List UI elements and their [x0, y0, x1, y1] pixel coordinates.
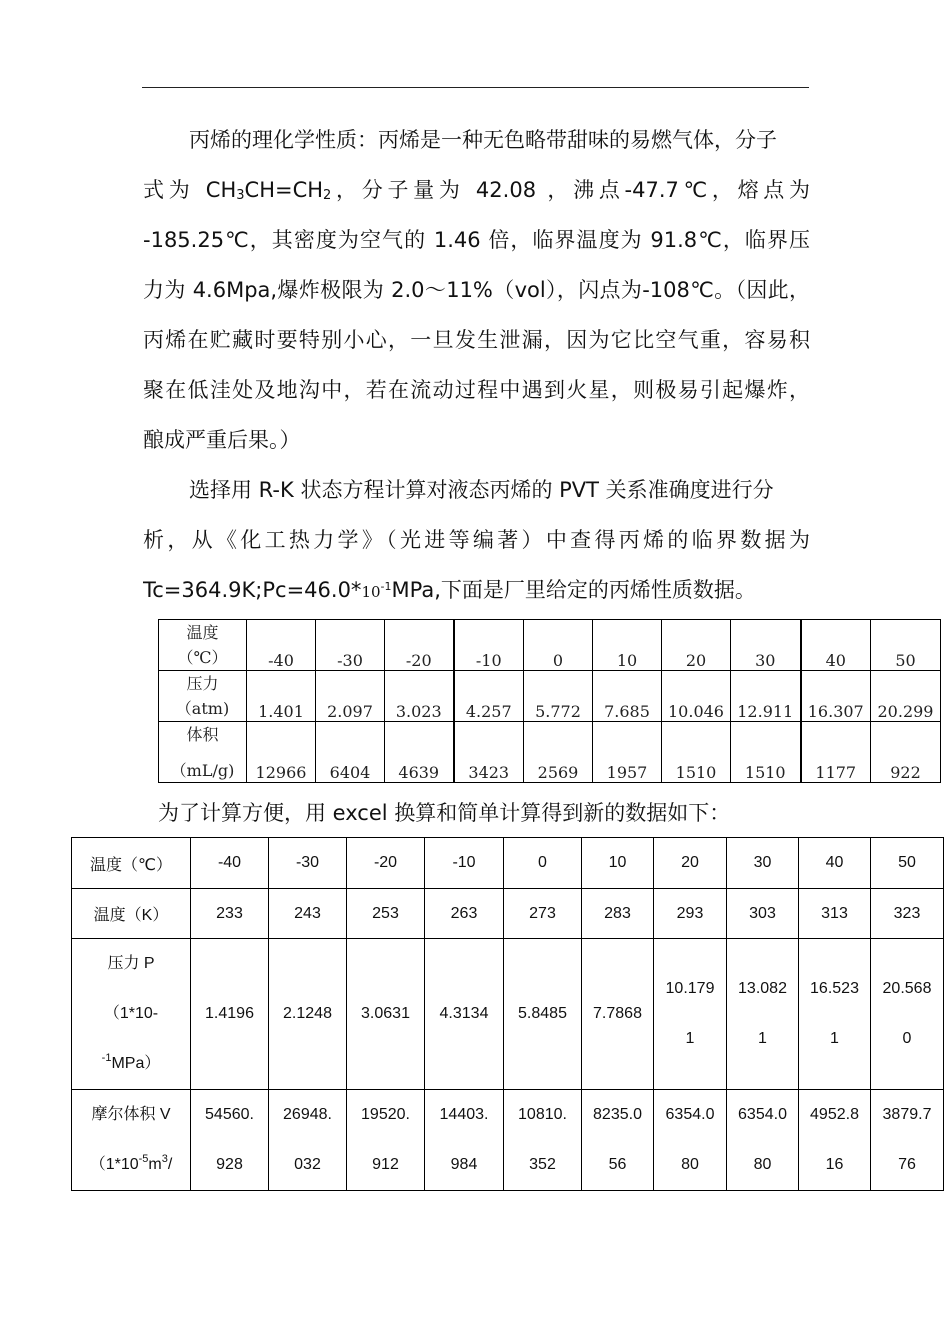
table-cell: 20	[662, 620, 731, 671]
table-cell: 30	[731, 620, 801, 671]
table-cell: 12966	[247, 722, 316, 783]
table-cell: 5.8485	[504, 939, 582, 1090]
table-cell: 253	[347, 889, 425, 939]
table-cell: 20.568 0	[871, 939, 944, 1090]
header-rule	[142, 87, 809, 88]
factory-data-table	[158, 619, 941, 783]
table-cell: 4.257	[454, 671, 524, 722]
text-line: -185.25℃，其密度为空气的 1.46 倍，临界温度为 91.8℃，临界压	[143, 228, 810, 252]
table-cell: 10.046	[662, 671, 731, 722]
row-label-temperature: 温度 （℃）	[159, 620, 247, 671]
table-cell: 1957	[593, 722, 662, 783]
table-cell: 40	[799, 838, 871, 889]
table-cell: 10	[582, 838, 654, 889]
row-label-pressure-mpa: 压力 P （1*10- $^{-1}$MPa）	[72, 939, 191, 1090]
table-cell: 54560. 928	[191, 1090, 269, 1191]
table-row	[72, 939, 944, 1090]
table-cell: 1510	[731, 722, 801, 783]
table-cell: -30	[316, 620, 385, 671]
table-cell: 3879.7 76	[871, 1090, 944, 1191]
table-cell: 16.523 1	[799, 939, 871, 1090]
table-cell: 20.299	[871, 671, 941, 722]
text-line: 析，从《化工热力学》（光进等编著）中查得丙烯的临界数据为	[143, 528, 810, 552]
table-cell: -10	[454, 620, 524, 671]
table-row	[72, 838, 944, 889]
table-cell: -20	[385, 620, 454, 671]
table-cell: -40	[191, 838, 269, 889]
table-cell: 7.7868	[582, 939, 654, 1090]
table-cell: 50	[871, 838, 944, 889]
table-cell: 16.307	[801, 671, 871, 722]
row-label-temp-k: 温度（K）	[72, 889, 191, 939]
table-cell: 12.911	[731, 671, 801, 722]
table-cell: 922	[871, 722, 941, 783]
table-cell: 19520. 912	[347, 1090, 425, 1191]
table-cell: 5.772	[524, 671, 593, 722]
table-cell: 10.179 1	[654, 939, 727, 1090]
row-label-pressure: 压力 （atm)	[159, 671, 247, 722]
table-cell: 20	[654, 838, 727, 889]
table-cell: 293	[654, 889, 727, 939]
table-cell: 1510	[662, 722, 731, 783]
table-row	[159, 620, 941, 671]
paragraph-rk-analysis	[143, 465, 810, 615]
table-cell: 323	[871, 889, 944, 939]
table-cell: 273	[504, 889, 582, 939]
table-cell: 26948. 032	[269, 1090, 347, 1191]
critical-data-line: $Tc=364.9K;Pc=46.0*10^{-1}MPa$,下面是厂里给定的丙烯性质数据。	[143, 578, 756, 602]
table-cell: 2.097	[316, 671, 385, 722]
table-cell: 13.082 1	[727, 939, 799, 1090]
table-row	[159, 671, 941, 722]
table-cell: 303	[727, 889, 799, 939]
text-line: 丙烯的理化学性质：丙烯是一种无色略带甜味的易燃气体，分子	[189, 128, 777, 152]
table-cell: 0	[504, 838, 582, 889]
formula-line: 式为 $CH_3CH=CH_2$，分子量为 42.08 ，沸点-47.7℃，熔点为	[143, 178, 810, 203]
table-cell: 313	[799, 889, 871, 939]
table-cell: -10	[425, 838, 504, 889]
table-cell: 10810. 352	[504, 1090, 582, 1191]
text-line: 丙烯在贮藏时要特别小心，一旦发生泄漏，因为它比空气重，容易积	[143, 328, 810, 352]
table-cell: -20	[347, 838, 425, 889]
table-cell: 6354.0 80	[727, 1090, 799, 1191]
row-label-temp-c: 温度（℃）	[72, 838, 191, 889]
table-row	[159, 722, 941, 783]
table-cell: 1177	[801, 722, 871, 783]
table-cell: 2569	[524, 722, 593, 783]
table-cell: 6404	[316, 722, 385, 783]
table-cell: 1.401	[247, 671, 316, 722]
table-cell: 14403. 984	[425, 1090, 504, 1191]
text-line: 选择用 R-K 状态方程计算对液态丙烯的 PVT 关系准确度进行分	[189, 478, 774, 502]
text-line: 力为 4.6Mpa,爆炸极限为 2.0～11%（vol），闪点为-108℃。（因此，	[143, 278, 810, 302]
table-cell: 4639	[385, 722, 454, 783]
table-cell: 233	[191, 889, 269, 939]
table-cell: 6354.0 80	[654, 1090, 727, 1191]
table-cell: -40	[247, 620, 316, 671]
table-cell: 3.023	[385, 671, 454, 722]
table-cell: 8235.0 56	[582, 1090, 654, 1191]
table-cell: 40	[801, 620, 871, 671]
table-cell: 10	[593, 620, 662, 671]
table-cell: 283	[582, 889, 654, 939]
table-cell: 30	[727, 838, 799, 889]
row-label-molar-volume: 摩尔体积 V （$1*10^{-5}m^3/$	[72, 1090, 191, 1191]
table-cell: 2.1248	[269, 939, 347, 1090]
table-cell: 0	[524, 620, 593, 671]
paragraph-properties	[143, 115, 810, 465]
converted-data-table	[71, 837, 944, 1191]
table-cell: 3.0631	[347, 939, 425, 1090]
row-label-volume: 体积 （mL/g)	[159, 722, 247, 783]
table-cell: 4952.8 16	[799, 1090, 871, 1191]
table-cell: -30	[269, 838, 347, 889]
table-cell: 3423	[454, 722, 524, 783]
table-cell: 7.685	[593, 671, 662, 722]
text-line: 聚在低洼处及地沟中，若在流动过程中遇到火星，则极易引起爆炸，	[143, 378, 810, 402]
table-row	[72, 1090, 944, 1191]
caption-converted-data: 为了计算方便，用 excel 换算和简单计算得到新的数据如下：	[158, 801, 731, 825]
table-cell: 243	[269, 889, 347, 939]
table-cell: 1.4196	[191, 939, 269, 1090]
table-cell: 50	[871, 620, 941, 671]
table-row	[72, 889, 944, 939]
text-line: 酿成严重后果。）	[143, 428, 301, 452]
table-cell: 4.3134	[425, 939, 504, 1090]
table-cell: 263	[425, 889, 504, 939]
